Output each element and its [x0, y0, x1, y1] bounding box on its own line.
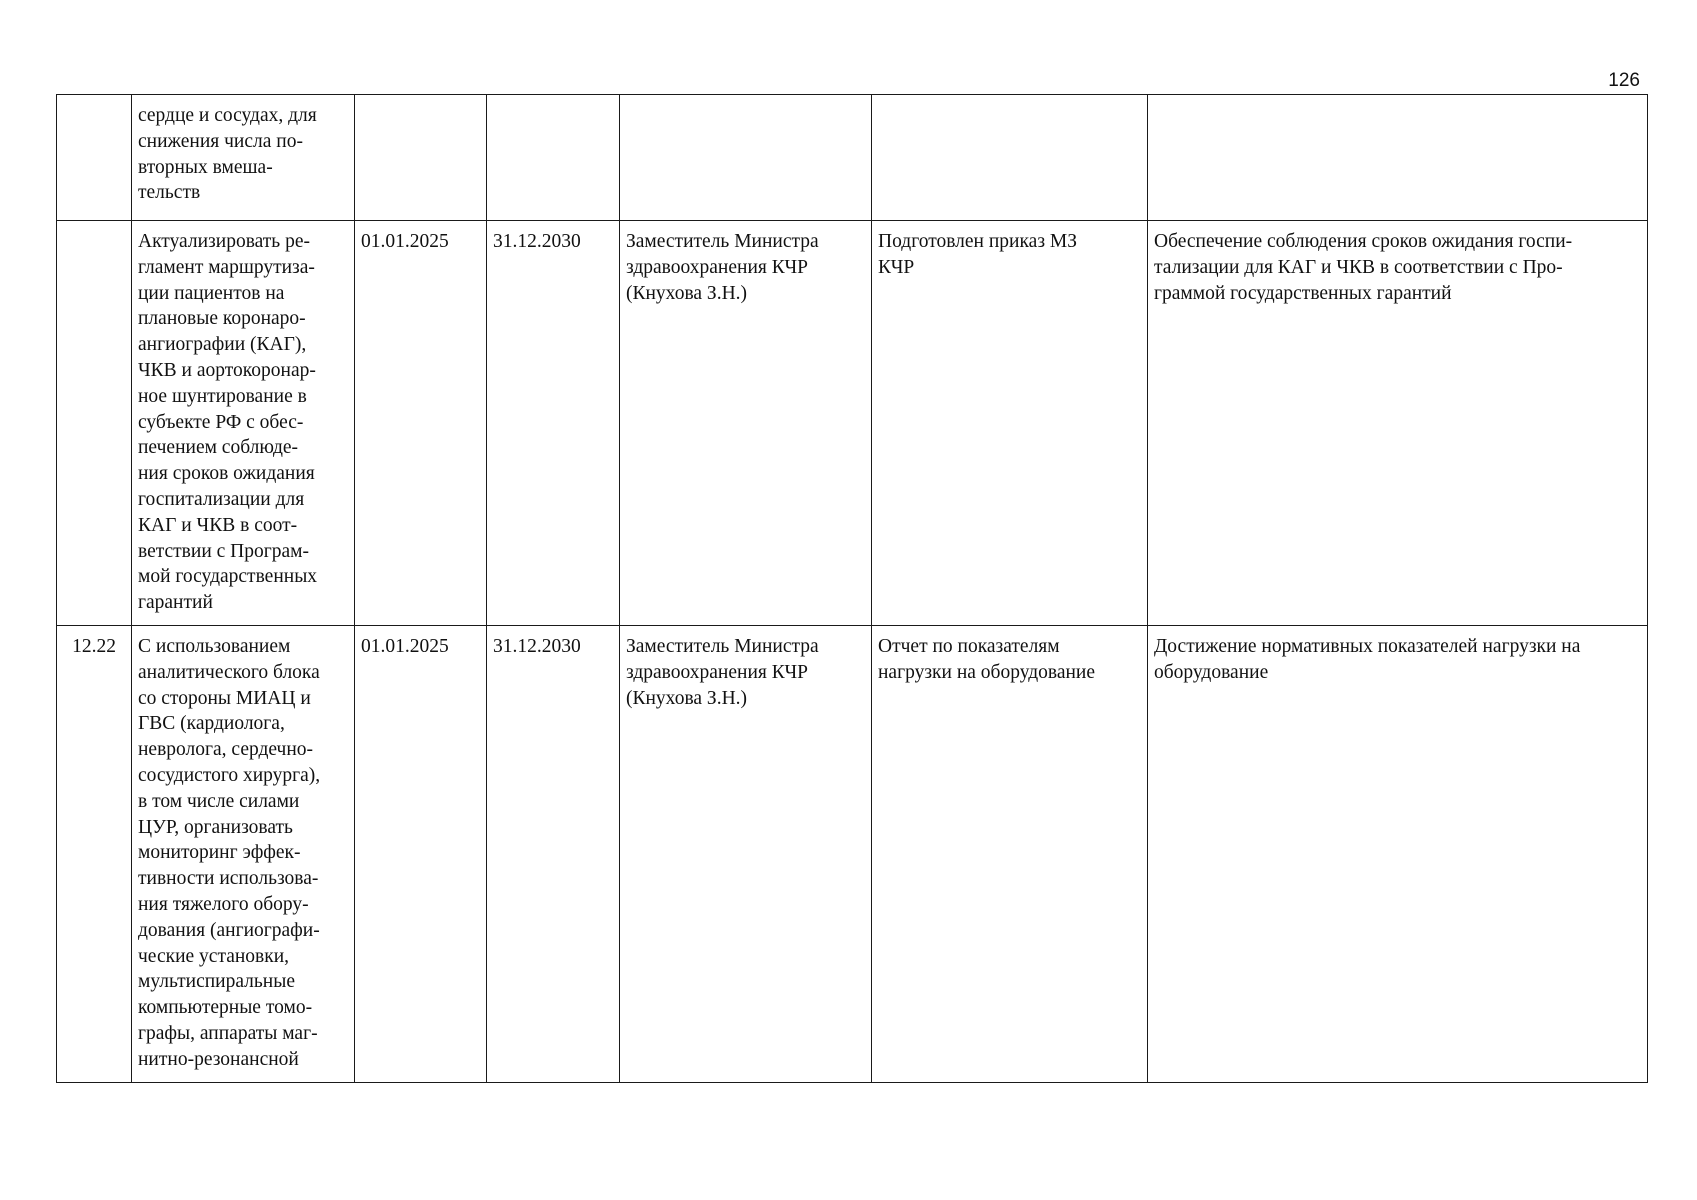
expected-effect-line: граммой государственных гарантий — [1154, 282, 1452, 304]
activity-text-line: мой государственных — [138, 566, 318, 588]
start-date-cell — [355, 95, 487, 221]
expected-result-line: КЧР — [878, 256, 915, 278]
activity-text-line: плановые коронаро- — [138, 308, 306, 330]
activity-text-line: мультиспиральные — [138, 971, 295, 993]
responsible-person-line: здравоохранения КЧР — [626, 256, 808, 278]
activity-text-line: ветствии с Програм- — [138, 540, 309, 562]
activity-text-line: графы, аппараты маг- — [138, 1022, 318, 1044]
responsible-person-line: Заместитель Министра — [626, 231, 819, 252]
activity-text-cell — [132, 95, 355, 221]
activity-text-line: ЦУР, организовать — [138, 816, 293, 838]
row-number-cell — [57, 95, 132, 221]
activity-text-line: ЧКВ и аортокоронар- — [138, 359, 316, 381]
row-number-cell — [57, 221, 132, 626]
activity-text-line: невролога, сердечно- — [138, 739, 314, 761]
responsible-person-line: Заместитель Министра — [626, 636, 819, 657]
activity-text-line: ГВС (кардиолога, — [138, 713, 285, 735]
expected-result-cell — [872, 221, 1148, 626]
activity-text-line: ния сроков ожидания — [138, 463, 315, 485]
activity-text-cell — [132, 221, 355, 626]
activity-text-line: компьютерные томо- — [138, 997, 313, 1019]
row-number: 12.22 — [72, 636, 116, 657]
activity-text-line: ческие установки, — [138, 945, 290, 967]
table-row — [57, 221, 1648, 626]
expected-effect-cell — [1148, 221, 1648, 626]
activity-text-line: мониторинг эффек- — [138, 842, 301, 864]
activity-text-line: ния тяжелого обору- — [138, 893, 309, 915]
end-date-cell — [487, 221, 620, 626]
end-date: 31.12.2030 — [493, 231, 581, 252]
responsible-person-cell — [620, 626, 872, 1083]
expected-effect-cell — [1148, 626, 1648, 1083]
start-date-cell — [355, 626, 487, 1083]
activity-text-line: сосудистого хирурга), — [138, 764, 321, 786]
expected-result-line: Отчет по показателям — [878, 636, 1060, 657]
activity-text-line: вторных вмеша- — [138, 156, 273, 178]
activity-text-line: субъекте РФ с обес- — [138, 411, 304, 433]
activity-text-line: ангиографии (КАГ), — [138, 334, 307, 356]
responsible-person-cell — [620, 95, 872, 221]
start-date-cell — [355, 221, 487, 626]
responsible-person-line: (Кнухова З.Н.) — [626, 687, 748, 709]
page-number: 126 — [1608, 70, 1640, 91]
responsible-person-line: (Кнухова З.Н.) — [626, 282, 748, 304]
activity-text-line: тивности использова- — [138, 868, 319, 890]
table-row — [57, 95, 1648, 221]
expected-result-line: Подготовлен приказ МЗ — [878, 231, 1077, 252]
activity-text-line: ции пациентов на — [138, 282, 285, 304]
responsible-person-line: здравоохранения КЧР — [626, 661, 808, 683]
activity-text-line: со стороны МИАЦ и — [138, 687, 311, 709]
expected-result-cell — [872, 95, 1148, 221]
activity-text-line: сердце и сосудах, для — [138, 105, 317, 126]
expected-effect-line: Обеспечение соблюдения сроков ожидания госпи- — [1154, 231, 1573, 252]
start-date: 01.01.2025 — [361, 231, 449, 252]
activity-text-line: печением соблюде- — [138, 437, 299, 459]
activity-text-cell — [132, 626, 355, 1083]
expected-effect-line: Достижение нормативных показателей нагрузки на — [1154, 636, 1581, 657]
expected-effect-cell — [1148, 95, 1648, 221]
activity-text-line: С использованием — [138, 636, 291, 657]
table-row — [57, 626, 1648, 1083]
end-date-cell — [487, 95, 620, 221]
activity-text-line: тельств — [138, 182, 201, 204]
activity-table — [56, 94, 1648, 1083]
activity-text-line: аналитического блока — [138, 661, 320, 683]
expected-result-line: нагрузки на оборудование — [878, 661, 1096, 683]
expected-effect-line: тализации для КАГ и ЧКВ в соответствии с Про- — [1154, 256, 1563, 278]
row-number-cell — [57, 626, 132, 1083]
end-date-cell — [487, 626, 620, 1083]
expected-effect-line: оборудование — [1154, 661, 1269, 683]
activity-text-line: КАГ и ЧКВ в соот- — [138, 514, 298, 536]
activity-text-line: нитно-резонансной — [138, 1048, 299, 1070]
start-date: 01.01.2025 — [361, 636, 449, 657]
activity-text-line: дования (ангиографи- — [138, 919, 320, 941]
activity-text-line: ное шунтирование в — [138, 385, 307, 407]
activity-text-line: снижения числа по- — [138, 130, 303, 152]
activity-text-line: гламент маршрутиза- — [138, 256, 315, 278]
activity-text-line: Актуализировать ре- — [138, 231, 310, 252]
activity-text-line: в том числе силами — [138, 790, 300, 812]
activity-text-line: госпитализации для — [138, 488, 305, 510]
activity-text-line: гарантий — [138, 592, 213, 614]
expected-result-cell — [872, 626, 1148, 1083]
end-date: 31.12.2030 — [493, 636, 581, 657]
responsible-person-cell — [620, 221, 872, 626]
